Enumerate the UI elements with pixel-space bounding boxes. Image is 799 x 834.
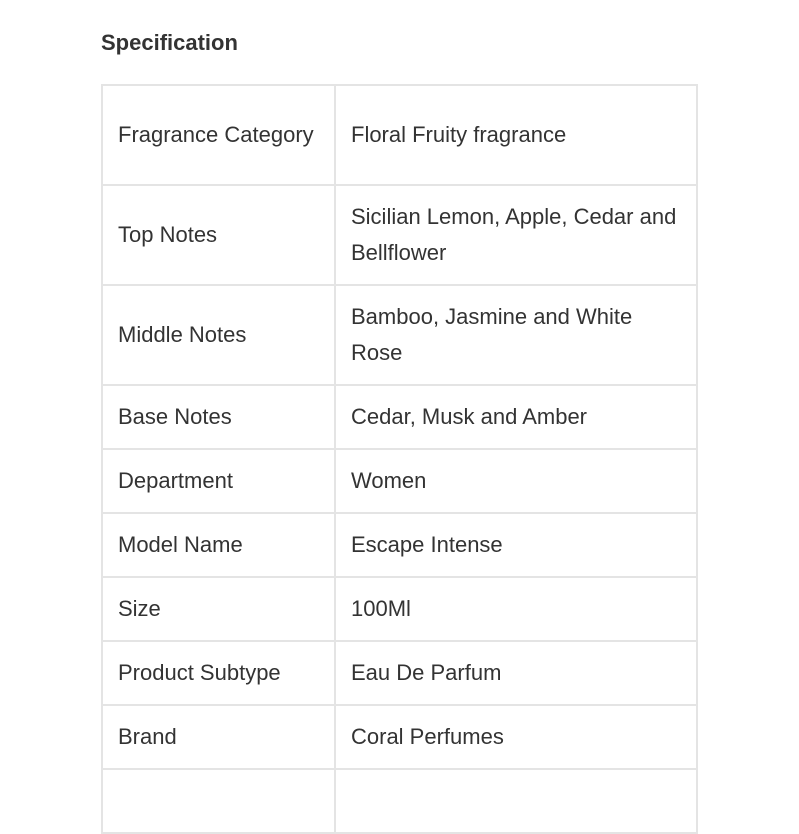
table-row [102,85,697,185]
spec-key-fragrance-category: Fragrance Category [102,85,335,185]
table-row [102,513,697,577]
spec-key-size: Size [102,577,335,641]
spec-key-brand: Brand [102,705,335,769]
spec-key-cut-off [102,769,335,833]
spec-key-model-name: Model Name [102,513,335,577]
spec-key-department: Department [102,449,335,513]
spec-value-middle-notes: Bamboo, Jasmine and White Rose [335,285,697,385]
table-row [102,769,697,833]
spec-value-cut-off [335,769,697,833]
table-row [102,285,697,385]
table-row [102,577,697,641]
spec-value-product-subtype: Eau De Parfum [335,641,697,705]
spec-value-fragrance-category: Floral Fruity fragrance [335,85,697,185]
spec-value-size: 100Ml [335,577,697,641]
spec-value-department: Women [335,449,697,513]
spec-value-base-notes: Cedar, Musk and Amber [335,385,697,449]
spec-value-brand: Coral Perfumes [335,705,697,769]
spec-value-top-notes: Sicilian Lemon, Apple, Cedar and Bellflower [335,185,697,285]
table-row [102,185,697,285]
spec-key-product-subtype: Product Subtype [102,641,335,705]
table-row [102,641,697,705]
section-title: Specification [101,30,238,55]
spec-key-top-notes: Top Notes [102,185,335,285]
table-row [102,705,697,769]
specification-table [101,84,698,834]
spec-value-model-name: Escape Intense [335,513,697,577]
spec-key-base-notes: Base Notes [102,385,335,449]
table-row [102,385,697,449]
table-row [102,449,697,513]
spec-key-middle-notes: Middle Notes [102,285,335,385]
